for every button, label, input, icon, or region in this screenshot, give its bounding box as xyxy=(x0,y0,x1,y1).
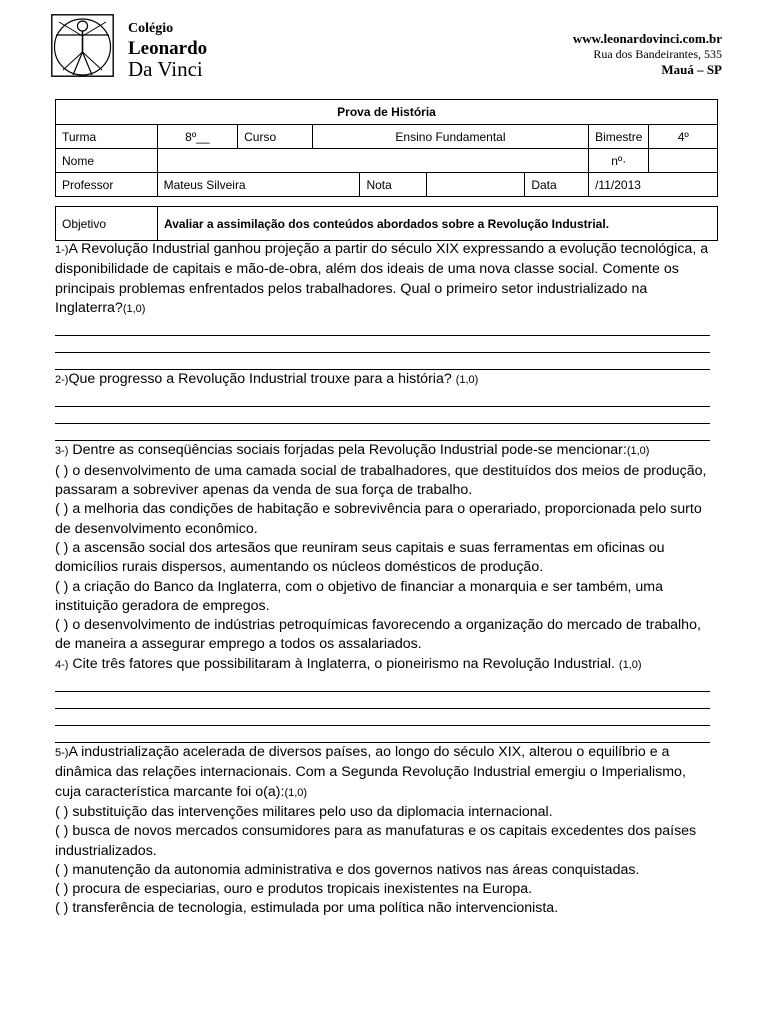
objetivo-value: Avaliar a assimilação dos conteúdos abordados sobre a Revolução Industrial. xyxy=(158,207,718,241)
question-5-option-c[interactable]: ( ) manutenção da autonomia administrativa e dos governos nativos nas áreas conquistadas. xyxy=(55,861,640,878)
question-3-points: (1,0) xyxy=(626,445,650,458)
question-1-points: (1,0) xyxy=(122,302,146,315)
question-3-number: 3-) xyxy=(55,445,69,458)
nome-field[interactable] xyxy=(157,149,589,173)
answer-line[interactable] xyxy=(55,390,710,407)
data-value: /11/2013 xyxy=(589,173,718,197)
bimestre-value: 4º xyxy=(649,125,718,149)
school-prefix: Colégio xyxy=(128,21,174,36)
question-3-option-b[interactable]: ( ) a melhoria das condições de habitação e sobrevivência para o operariado, proporcionada pelo surto de desenvolvimento econômico. xyxy=(55,501,702,537)
exam-header-table xyxy=(55,99,718,197)
question-3-option-e[interactable]: ( ) o desenvolvimento de indústrias petroquímicas favorecendo a organização do mercado de trabalho, de maneira a assegurar emprego a todos os assalariados. xyxy=(55,617,701,653)
question-5-option-e[interactable]: ( ) transferência de tecnologia, estimulada por uma política não intervencionista. xyxy=(55,900,559,917)
question-3-text: Dentre as conseqüências sociais forjadas pela Revolução Industrial pode-se mencionar: xyxy=(68,442,627,459)
turma-label: Turma xyxy=(56,125,158,149)
school-contact xyxy=(573,31,722,79)
question-5 xyxy=(55,743,710,803)
question-5-number: 5-) xyxy=(55,747,69,760)
question-3-option-d[interactable]: ( ) a criação do Banco da Inglaterra, com o objetivo de financiar a monarquia e ser também, uma instituição geradora de empregos. xyxy=(55,578,664,614)
numero-field[interactable] xyxy=(649,149,718,173)
objective-table xyxy=(55,206,718,241)
question-4 xyxy=(55,655,710,675)
nome-label: Nome xyxy=(56,149,158,173)
question-2 xyxy=(55,370,710,390)
question-5-points: (1,0) xyxy=(284,786,308,799)
school-address: Rua dos Bandeirantes, 535 xyxy=(593,47,722,62)
answer-line[interactable] xyxy=(55,336,710,353)
bimestre-label: Bimestre xyxy=(589,125,649,149)
question-5-option-d[interactable]: ( ) procura de especiarias, ouro e produtos tropicais inexistentes na Europa. xyxy=(55,881,533,898)
question-4-text: Cite três fatores que possibilitaram à Inglaterra, o pioneirismo na Revolução Industrial. xyxy=(68,655,615,672)
curso-value: Ensino Fundamental xyxy=(312,125,588,149)
answer-line[interactable] xyxy=(55,353,710,370)
question-2-points: (1,0) xyxy=(455,374,479,387)
answer-line[interactable] xyxy=(55,675,710,692)
answer-line[interactable] xyxy=(55,319,710,336)
school-city: Mauá – SP xyxy=(661,62,722,78)
question-3-option-a[interactable]: ( ) o desenvolvimento de uma camada social de trabalhadores, que destituídos dos meios de produção, passaram a sobreviver apenas da venda de sua força de trabalho. xyxy=(55,462,707,499)
school-name xyxy=(128,22,207,80)
answer-line[interactable] xyxy=(55,692,710,709)
question-1-text: A Revolução Industrial ganhou projeção a partir do século XIX expressando a evolução tecnológica, a disponibilidade de capitais e mão-de-obra, além dos ideais de uma nova classe social. Comente os principais problemas enfrentados pelos trabalhadores. Qual o primeiro setor industrializado na Inglaterra? xyxy=(55,241,709,316)
answer-line[interactable] xyxy=(55,424,710,441)
school-website: www.leonardovinci.com.br xyxy=(572,31,722,46)
question-5-text: A industrialização acelerada de diversos países, ao longo do século XIX, alterou o equilíbrio e a dinâmica das relações internacionais. Com a Segunda Revolução Industrial emergiu o Imperialismo, cuja característica marcante foi o(a): xyxy=(55,744,686,800)
question-5-option-a[interactable]: ( ) substituição das intervenções militares pelo uso da diplomacia internacional. xyxy=(55,803,553,820)
exam-content xyxy=(55,240,710,919)
professor-label: Professor xyxy=(56,173,158,197)
vitruvian-man-logo xyxy=(51,14,114,77)
question-5-option-b[interactable]: ( ) busca de novos mercados consumidores para as manufaturas e os capitais excedentes dos países industrializados. xyxy=(55,823,697,859)
question-4-number: 4-) xyxy=(55,658,69,671)
objetivo-label: Objetivo xyxy=(56,207,158,241)
question-1 xyxy=(55,240,710,319)
answer-line[interactable] xyxy=(55,407,710,424)
turma-value: 8º__ xyxy=(157,125,238,149)
school-name-line2: Da Vinci xyxy=(128,57,203,81)
question-4-points: (1,0) xyxy=(618,658,642,671)
question-1-number: 1-) xyxy=(55,244,69,256)
question-2-text: Que progresso a Revolução Industrial trouxe para a história? xyxy=(68,371,452,388)
question-2-number: 2-) xyxy=(55,374,69,387)
school-name-line1: Leonardo xyxy=(128,38,208,59)
professor-value: Mateus Silveira xyxy=(157,173,360,197)
question-3 xyxy=(55,441,710,461)
nota-field[interactable] xyxy=(427,173,525,197)
exam-title: Prova de História xyxy=(56,100,718,125)
nota-label: Nota xyxy=(360,173,427,197)
data-label: Data xyxy=(525,173,589,197)
numero-label: nº· xyxy=(589,149,649,173)
answer-line[interactable] xyxy=(55,709,710,726)
question-3-option-c[interactable]: ( ) a ascensão social dos artesãos que reuniram seus capitais e suas ferramentas em oficinas ou domicílios rurais dispersos, aumentando os núcleos domésticos de produção. xyxy=(55,539,665,576)
answer-line[interactable] xyxy=(55,726,710,743)
curso-label: Curso xyxy=(238,125,313,149)
